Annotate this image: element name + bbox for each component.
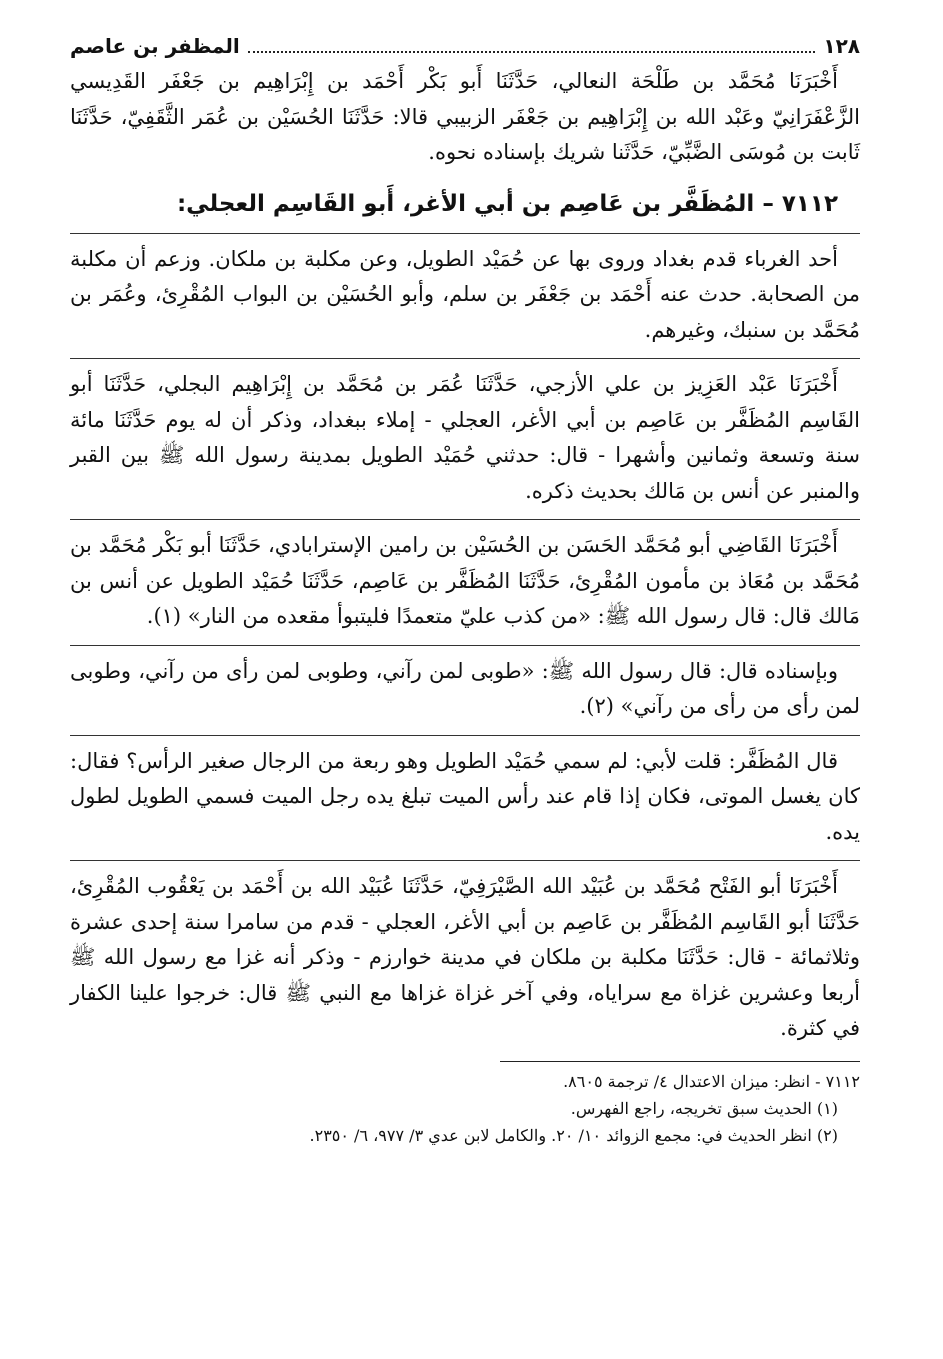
title-divider (70, 233, 860, 234)
section-divider (70, 519, 860, 520)
narration-block (70, 654, 860, 725)
narration-block (70, 367, 860, 509)
entry-title: ٧١١٢ – المُظَفَّر بن عَاصِم بن أبي الأغر، أَبو القَاسِم العجلي: (176, 190, 838, 217)
footnote: (٢) انظر الحديث في: مجمع الزوائد ١٠/ ٢٠. والكامل لابن عدي ٣/ ٩٧٧، ٦/ ٢٣٥٠. (309, 1125, 838, 1145)
paragraph: أحد الغرباء قدم بغداد وروى بها عن حُمَيْد الطويل، وعن مكلبة بن ملكان. وزعم أن مكلبة من الصحابة. حدث عنه أَحْمَد بن جَعْفَر بن سلم، وأبو الحُسَيْن بن البواب المُقْرِئ، وعُمَر بن مُحَمَّد بن سنبك، وغيرهم. (70, 246, 860, 342)
paragraph: أَخْبَرَنَا مُحَمَّد بن طَلْحَة النعالي، حَدَّثَنَا أَبو بَكْر أَحْمَد بن إِبْرَاهِيم بن جَعْفَر القَدِيسي الزَّعْفَرَانِيّ وعَبْد الله بن إِبْرَاهِيم بن جَعْفَر الزبيبي قالا: حَدَّثَنَا الحُسَيْن بن عُمَر الثَّقَفِيّ، حَدَّثَنَا ثَابت بن مُوسَى الضَّبِّيّ، حَدَّثَنا شريك بإسناده نحوه. (70, 69, 860, 164)
previous-entry-continuation (70, 64, 860, 171)
narration-block (70, 528, 860, 635)
section-divider (70, 645, 860, 646)
footnote: ٧١١٢ - انظر: ميزان الاعتدال ٤/ ترجمة ٨٦٠٥. (563, 1071, 860, 1091)
section-divider (70, 860, 860, 861)
paragraph: أَخْبَرَنَا القَاضِي أبو مُحَمَّد الحَسَن بن الحُسَيْن بن رامين الإسترابادي، حَدَّثَنَا أبو بَكْر مُحَمَّد بن مُحَمَّد بن مُعَاذ بن مأمون المُقْرِئ، حَدَّثَنَا المُظَفَّر بن عَاصِم، حَدَّثَنَا حُمَيْد الطويل عن أنس بن مَالك قال: قال رسول الله ﷺ: «من كذب عليّ متعمدًا فليتبوأ مقعده من النار» (١). (70, 533, 860, 628)
section-divider (70, 358, 860, 359)
footnotes (70, 1061, 860, 1149)
running-title: المظفر بن عاصم (70, 34, 240, 58)
paragraph: أَخْبَرَنَا عَبْد العَزِيز بن علي الأزجي، حَدَّثَنَا عُمَر بن مُحَمَّد بن إِبْرَاهِيم البجلي، حَدَّثَنَا أبو القَاسِم المُظَفَّر بن عَاصِم بن أبي الأغر، العجلي - إملاء ببغداد، وذكر أن له يوم حَدَّثَنَا مائة سنة وتسعة وثمانين وأشهرا - قال: حدثني حُمَيْد الطويل بمدينة رسول الله ﷺ بين القبر والمنبر عن أنس بن مَالك بحديث ذكره. (70, 372, 860, 503)
footnote: (١) الحديث سبق تخريجه، راجع الفهرس. (570, 1098, 838, 1118)
paragraph: أَخْبَرَنَا أبو الفَتْح مُحَمَّد بن عُبَيْد الله الصَّيْرَفِيّ، حَدَّثَنَا عُبَيْد الله بن أَحْمَد بن يَعْقُوب المُقْرِئ، حَدَّثَنَا أبو القَاسِم المُظَفَّر بن عَاصِم بن أبي الأغر، العجلي - قدم من سامرا سنة إحدى عشرة وثلاثمائة - قال: حَدَّثَنَا مكلبة بن ملكان في مدينة خوارزم - وذكر أنه غزا مع رسول الله ﷺ أربعا وعشرين غزاة مع سراياه، وفي آخر غزاة غزاها مع النبي ﷺ قال: خرجوا علينا الكفار في كثرة. (70, 874, 860, 1040)
paragraph: وبإسناده قال: قال رسول الله ﷺ: «طوبى لمن رآني، وطوبى لمن رأى من رآني، وطوبى لمن رأى من رأى من رآني» (٢). (70, 658, 860, 718)
book-page (70, 30, 860, 1149)
page-header (70, 30, 860, 62)
page-number: ١٢٨ (823, 34, 860, 58)
entry-intro (70, 242, 860, 349)
header-dotted-leader (248, 51, 816, 53)
paragraph: قال المُظَفَّر: قلت لأبي: لم سمي حُمَيْد الطويل وهو ربعة من الرجال صغير الرأس؟ فقال: كان يغسل الموتى، فكان إذا قام عند رأس الميت تبلغ يده رجل الميت فسمي الطويل لطول يده. (70, 748, 860, 844)
narration-block (70, 744, 860, 851)
footnote-rule (500, 1061, 860, 1062)
narration-block (70, 869, 860, 1047)
section-divider (70, 735, 860, 736)
